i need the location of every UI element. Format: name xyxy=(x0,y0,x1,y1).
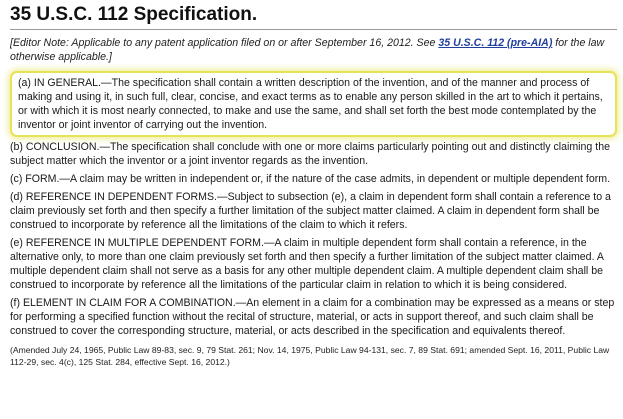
editor-note-prefix: [Editor Note: Applicable to any patent application filed on or after September 16, 2012. See xyxy=(10,37,439,49)
amendment-history: (Amended July 24, 1965, Public Law 89-83, sec. 9, 79 Stat. 261; Nov. 14, 1975, Public Law 94-131, sec. 7, 89 Stat. 691; amended Sept. 16, 2011, Public Law 112-29, sec. 4(c), 125 Stat. 284, effective Sept. 16, 2012.) xyxy=(10,345,610,367)
subsection-b: (b) CONCLUSION.—The specification shall conclude with one or more claims particularly pointing out and distinctly claiming the subject matter which the inventor or a joint inventor regards as the invention. xyxy=(10,141,610,167)
editor-note-suffix: for the law otherwise applicable.] xyxy=(10,37,605,63)
editor-note xyxy=(10,36,617,64)
subsection-e: (e) REFERENCE IN MULTIPLE DEPENDENT FORM.—A claim in multiple dependent form shall contain a reference, in the alternative only, to more than one claim previously set forth and then specify a further limitation of the subject matter claimed. A multiple dependent claim shall not serve as a basis for any other multiple dependent claim. A multiple dependent claim shall be construed to incorporate by reference all the limitations of the particular claim in relation to which it is being considered. xyxy=(10,237,604,291)
subsection-a: (a) IN GENERAL.—The specification shall contain a written description of the invention, and of the manner and process of making and using it, in such full, clear, concise, and exact terms as to enable any person skilled in the art to which it pertains, or with which it is most nearly connected, to make and use the same, and shall set forth the best mode contemplated by the inventor or joint inventor of carrying out the invention. xyxy=(18,77,603,131)
subsection-f: (f) ELEMENT IN CLAIM FOR A COMBINATION.—An element in a claim for a combination may be expressed as a means or step for performing a specified function without the recital of structure, material, or acts in support thereof, and such claim shall be construed to cover the corresponding structure, material, or acts described in the specification and equivalents thereof. xyxy=(10,297,615,337)
title-divider xyxy=(10,29,617,30)
subsection-d: (d) REFERENCE IN DEPENDENT FORMS.—Subject to subsection (e), a claim in dependent form shall contain a reference to a claim previously set forth and then specify a further limitation of the subject matter claimed. A claim in dependent form shall be construed to incorporate by reference all the limitations of the claim to which it refers. xyxy=(10,191,611,231)
pre-aia-link[interactable]: 35 U.S.C. 112 (pre-AIA) xyxy=(438,37,553,49)
highlighted-subsection-a xyxy=(10,71,617,137)
page-title: 35 U.S.C. 112 Specification. xyxy=(10,4,258,25)
subsection-c: (c) FORM.—A claim may be written in independent or, if the nature of the case admits, in dependent or multiple dependent form. xyxy=(10,173,611,185)
